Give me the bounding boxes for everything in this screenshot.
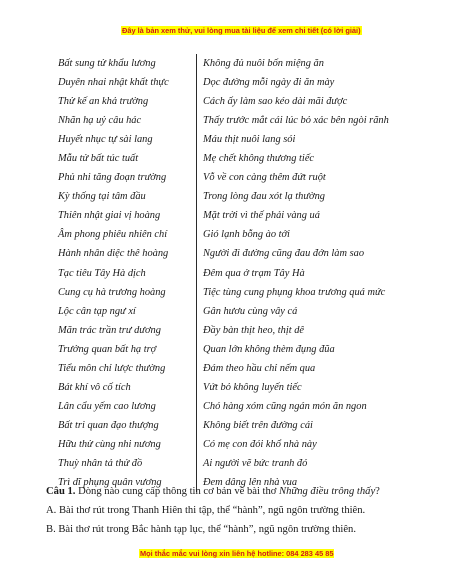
question-label: Câu 1. [46, 486, 76, 497]
sino-vietnamese-line: Duyên nhai nhật khất thực [58, 73, 197, 92]
sino-vietnamese-line: Mẫu tử bất túc tuất [58, 149, 197, 168]
sino-vietnamese-line: Bất tri quan đạo thượng [58, 416, 197, 435]
poem-row [58, 73, 398, 92]
answer-option-b: B. Bài thơ rút trong Bắc hành tạp lục, thể “hành”, ngũ ngôn trường thiên. [46, 524, 356, 535]
poem-row [58, 264, 398, 283]
hotline-notice-banner: Mọi thắc mắc vui lòng xin liên hệ hotline: 084 283 45 85 [140, 549, 334, 558]
sino-vietnamese-line: Âm phong phiêu nhiên chí [58, 225, 197, 244]
sino-vietnamese-line: Lân cẩu yếm cao lương [58, 397, 197, 416]
sino-vietnamese-line: Trì dĩ phụng quân vương [58, 473, 197, 492]
sino-vietnamese-line: Mãn trác trần trư dương [58, 321, 197, 340]
poem-row [58, 283, 398, 302]
poem-row [58, 454, 398, 473]
question-text: Dòng nào cung cấp thông tin cơ bản về bài thơ [75, 486, 280, 497]
sino-vietnamese-line: Phủ nhi tăng đoạn trường [58, 168, 197, 187]
sino-vietnamese-line: Hành nhân diệc thê hoàng [58, 244, 197, 263]
sino-vietnamese-line: Trưởng quan bất hạ trợ [58, 340, 197, 359]
translation-line: Tiệc tùng cung phụng khoa trương quá mức [203, 286, 386, 298]
poem-row [58, 111, 398, 130]
translation-line: Mẹ chết không thương tiếc [203, 153, 315, 165]
translation-line: Đám theo hầu chỉ nếm qua [203, 362, 316, 374]
sino-vietnamese-line: Thiên nhật giai vị hoàng [58, 206, 197, 225]
sino-vietnamese-line: Bát khí vô cố tích [58, 378, 197, 397]
translation-line: Thấy trước mắt cái lúc bỏ xác bên ngòi rãnh [203, 115, 389, 127]
poem-row [58, 149, 398, 168]
sino-vietnamese-line: Tạc tiêu Tây Hà dịch [58, 264, 197, 283]
translation-line: Quan lớn không thèm đụng đũa [203, 343, 335, 355]
poem-row [58, 359, 398, 378]
sino-vietnamese-line: Hữu thử cùng nhi nương [58, 435, 197, 454]
translation-line: Mặt trời vì thế phải vàng uá [203, 210, 320, 222]
sino-vietnamese-line: Nhãn hạ uỷ câu hác [58, 111, 197, 130]
translation-line: Không đủ nuôi bốn miệng ăn [203, 58, 324, 70]
poem-row [58, 378, 398, 397]
poem-row [58, 168, 398, 187]
translation-line: Đầy bàn thịt heo, thịt dê [203, 324, 305, 336]
sino-vietnamese-line: Thử kế an khả trường [58, 92, 197, 111]
translation-line: Trong lòng đau xót lạ thường [203, 191, 325, 203]
poem-row [58, 130, 398, 149]
sino-vietnamese-line: Kỳ thống tại tâm đầu [58, 187, 197, 206]
poem-row [58, 92, 398, 111]
poem-row [58, 397, 398, 416]
translation-line: Gân hươu cùng vây cá [203, 305, 298, 317]
translation-line: Đem dâng lên nhà vua [203, 477, 298, 489]
poem-row [58, 302, 398, 321]
poem-row [58, 416, 398, 435]
sino-vietnamese-line: Thuỳ nhân tả thử đồ [58, 454, 197, 473]
poem-translation-table [58, 54, 398, 492]
sino-vietnamese-line: Cung cụ hà trương hoàng [58, 283, 197, 302]
translation-line: Ai người vẽ bức tranh đó [203, 458, 308, 469]
sino-vietnamese-line: Tiểu môn chỉ lược thường [58, 359, 197, 378]
poem-row [58, 435, 398, 454]
poem-row [58, 321, 398, 340]
translation-line: Có mẹ con đói khổ nhà này [203, 438, 317, 450]
sino-vietnamese-line: Lộc cân tạp ngư xí [58, 302, 197, 321]
translation-line: Vứt bỏ không luyến tiếc [203, 381, 302, 393]
poem-row [58, 340, 398, 359]
question-stem [46, 482, 406, 501]
translation-line: Không biết trên đường cái [203, 419, 313, 431]
poem-row [58, 187, 398, 206]
translation-line: Chó hàng xóm cũng ngán món ăn ngon [203, 400, 367, 412]
translation-line: Gió lạnh bỗng ào tới [203, 229, 290, 241]
question-mark: ? [375, 486, 380, 497]
poem-row [58, 225, 398, 244]
translation-line: Đêm qua ở trạm Tây Hà [203, 267, 305, 279]
poem-row [58, 206, 398, 225]
answer-option-a: A. Bài thơ rút trong Thanh Hiên thi tập, thể “hành”, ngũ ngôn trường thiên. [46, 505, 366, 516]
translation-line: Cách ấy làm sao kéo dài mãi được [203, 96, 348, 108]
translation-line: Máu thịt nuôi lang sói [203, 134, 296, 146]
sino-vietnamese-line: Huyết nhục tự sài lang [58, 130, 197, 149]
poem-row [58, 244, 398, 263]
translation-line: Người đi đường cũng đau đớn làm sao [203, 248, 365, 260]
poem-row [58, 54, 398, 73]
sino-vietnamese-line: Bất sung tử khẩu lương [58, 54, 197, 73]
translation-line: Vỗ về con càng thêm đứt ruột [203, 172, 326, 184]
question-block [46, 482, 406, 539]
translation-line: Dọc đường mỗi ngày đi ăn mày [203, 77, 335, 89]
poem-title: Những điều trông thấy [279, 486, 376, 497]
preview-notice-banner: Đây là bản xem thử, vui lòng mua tài liệu để xem chi tiết (có lời giải) [122, 26, 361, 35]
